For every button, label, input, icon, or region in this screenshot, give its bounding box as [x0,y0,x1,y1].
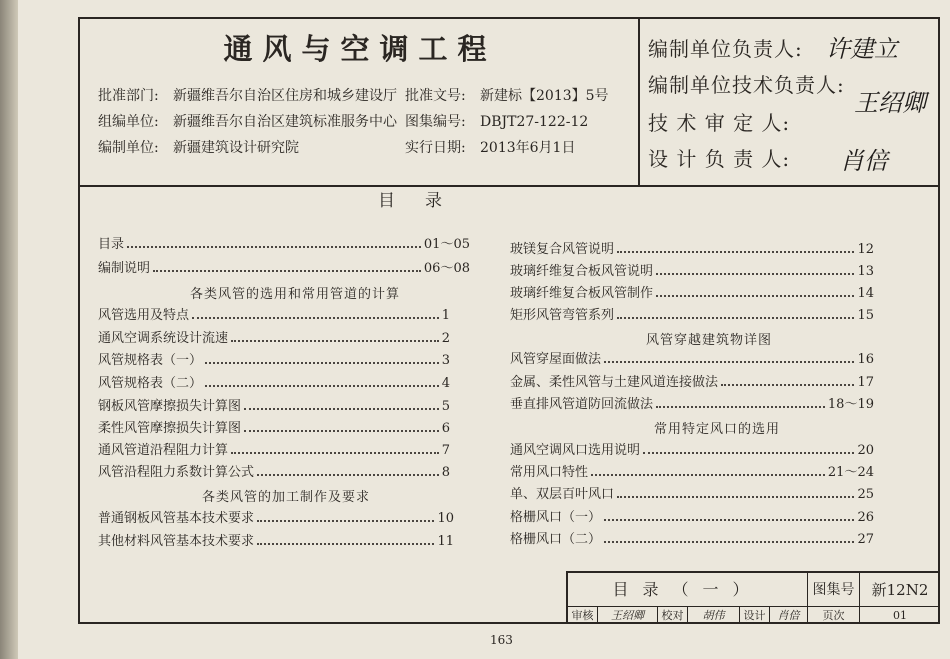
page-title: 通风与空调工程 [223,32,497,66]
design-head-label: 设 计 负 责 人: [648,147,791,171]
toc-entry[interactable]: 钢板风管摩擦损失计算图 5 [98,399,450,414]
date-line: 实行日期: 2013年6月1日 [405,140,576,156]
toc-section-heading: 各类风管的加工制作及要求 [202,490,371,505]
toc-entry[interactable]: 单、双层百叶风口 25 [510,487,874,502]
design-signature: 肖倍 [770,607,808,624]
toc-entry[interactable]: 格栅风口（一） 26 [510,510,874,525]
toc-entry[interactable]: 通风空调系统设计流速 2 [98,331,450,346]
toc-section-heading: 常用特定风口的选用 [654,422,781,437]
toc-entry[interactable]: 玻镁复合风管说明 12 [510,242,874,257]
approval-no-line: 批准文号: 新建标【2013】5号 [405,88,609,104]
toc-entry[interactable]: 玻璃纤维复合板风管说明 13 [510,264,874,279]
header-info [80,19,640,185]
toc-entry[interactable]: 普通钢板风管基本技术要求 10 [98,511,454,526]
book-page-number: 163 [490,633,513,647]
toc-title: 目录 [378,191,472,211]
tech-head-label: 编制单位技术负责人: [648,73,845,97]
toc-section-heading: 风管穿越建筑物详图 [646,333,773,348]
toc-entry[interactable]: 风管穿屋面做法 16 [510,352,874,367]
approver-line: 批准部门: 新疆维吾尔自治区住房和城乡建设厅 [98,88,397,104]
title-block [566,571,940,624]
page-value: 01 [893,609,907,622]
review-label: 审核 [568,607,598,624]
toc-entry[interactable]: 垂直排风管道防回流做法 18～19 [510,397,874,412]
toc-entry[interactable]: 金属、柔性风管与土建风道连接做法 17 [510,375,874,390]
check-label: 校对 [658,607,688,624]
toc-entry[interactable]: 通风管道沿程阻力计算 7 [98,443,450,458]
atlas-number-value: 新12N2 [860,573,940,607]
toc-entry[interactable]: 格栅风口（二） 27 [510,532,874,547]
design-label: 设计 [740,607,770,624]
toc-entry[interactable]: 通风空调风口选用说明 20 [510,443,874,458]
atlas-number-label: 图集号 [808,573,860,607]
toc-entry[interactable]: 目录 01～05 [98,237,470,252]
responsible-persons [640,19,940,185]
book-gutter [0,0,18,659]
atlas-no-line: 图集编号: DBJT27-122-12 [405,114,589,130]
toc-entry[interactable]: 风管选用及特点 1 [98,308,450,323]
toc-section-heading: 各类风管的选用和常用管道的计算 [190,287,401,302]
title-block-name: 目录（一） [568,573,808,607]
toc-entry[interactable]: 风管规格表（一） 3 [98,353,450,368]
toc-entry[interactable]: 风管沿程阻力系数计算公式 8 [98,465,450,480]
reviewer-label: 技 术 审 定 人: [648,111,791,135]
toc-entry[interactable]: 矩形风管弯管系列 15 [510,308,874,323]
page [18,0,950,659]
review-signature: 王绍卿 [598,607,658,624]
signature-unit-head: 许建立 [826,35,898,63]
toc-entry[interactable]: 编制说明 06～08 [98,261,470,276]
toc-entry[interactable]: 其他材料风管基本技术要求 11 [98,534,454,549]
page-label: 页次 [808,607,860,624]
header-divider [80,185,938,187]
toc-entry[interactable]: 常用风口特性 21～24 [510,465,874,480]
toc-entry[interactable]: 风管规格表（二） 4 [98,376,450,391]
toc-entry[interactable]: 柔性风管摩擦损失计算图 6 [98,421,450,436]
signature-tech-head: 王绍卿 [854,89,926,117]
unit-head-label: 编制单位负责人: [648,37,803,61]
toc-entry[interactable]: 玻璃纤维复合板风管制作 14 [510,286,874,301]
editor-line: 编制单位: 新疆建筑设计研究院 [98,140,299,156]
compiler-line: 组编单位: 新疆维吾尔自治区建筑标准服务中心 [98,114,397,130]
check-signature: 胡伟 [688,607,740,624]
signature-design-head: 肖倍 [840,147,888,175]
